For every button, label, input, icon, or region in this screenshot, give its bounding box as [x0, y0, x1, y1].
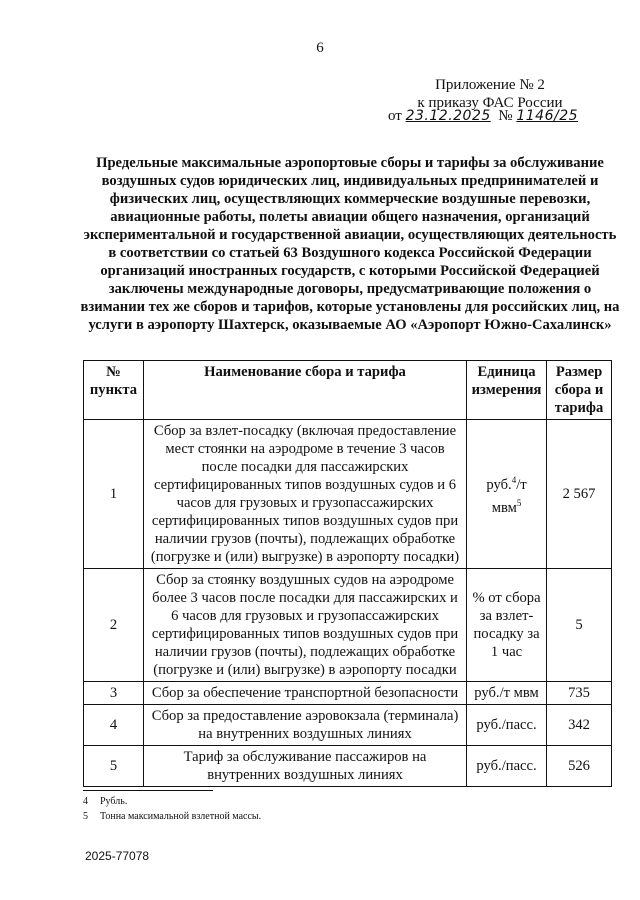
footnote-mark: 5: [83, 811, 88, 822]
number-prefix: №: [498, 108, 513, 124]
table-row: [84, 746, 612, 787]
footnote: [83, 809, 261, 824]
row-name: Сбор за обеспечение транспортной безопасности: [143, 682, 466, 705]
row-value: 2 567: [547, 420, 612, 569]
table-row: [84, 682, 612, 705]
footnotes: [83, 794, 261, 824]
footnote-text: Рубль.: [100, 796, 128, 807]
date-prefix: от: [388, 108, 402, 124]
table-header-row: [84, 361, 612, 420]
row-value: 342: [547, 705, 612, 746]
annex-header: [380, 76, 600, 112]
row-name: Сбор за взлет-посадку (включая предоставление мест стоянки на аэродроме в течение 3 часов после посадки для пассажирских сертифицированных типов воздушных судов и 6 часов для грузовых и грузопассажирских сертифицированных типов воздушных судов при наличии грузов (почты), подлежащих обработке (погрузке и (или) выгрузке) в аэропорту посадки): [143, 420, 466, 569]
header-unit: Единица измерения: [467, 361, 547, 420]
table-row: [84, 420, 612, 569]
annex-title: Приложение № 2: [435, 77, 545, 93]
row-name: Тариф за обслуживание пассажиров на внутренних воздушных линиях: [143, 746, 466, 787]
row-unit: руб./пасс.: [467, 705, 547, 746]
row-num: 5: [84, 746, 144, 787]
row-num: 3: [84, 682, 144, 705]
header-name: Наименование сбора и тарифа: [143, 361, 466, 420]
annex-order: к приказу ФАС России: [417, 95, 563, 111]
order-date: 23.12.2025: [405, 108, 491, 124]
row-name: Сбор за предоставление аэровокзала (терминала) на внутренних воздушных линиях: [143, 705, 466, 746]
row-num: 1: [84, 420, 144, 569]
row-name: Сбор за стоянку воздушных судов на аэродроме более 3 часов после посадки для пассажирских и 6 часов для грузовых и грузопассажирских сертифицированных типов воздушных судов при наличии грузов (почты), подлежащих обработке (погрузке и (или) выгрузке) в аэропорту посадки: [143, 569, 466, 682]
table-row: [84, 705, 612, 746]
row-unit: руб./т мвм: [467, 682, 547, 705]
annex-date-line: [388, 108, 578, 125]
footnote-text: Тонна максимальной взлетной массы.: [100, 811, 262, 822]
row-unit: % от сбора за взлет-посадку за 1 час: [467, 569, 547, 682]
row-unit: руб./пасс.: [467, 746, 547, 787]
row-value: 5: [547, 569, 612, 682]
row-value: 735: [547, 682, 612, 705]
footnote-divider: [83, 790, 213, 791]
row-value: 526: [547, 746, 612, 787]
row-unit: руб.$^4$/т мвм$^5$: [467, 420, 547, 569]
header-num: № пункта: [84, 361, 144, 420]
tariff-table: [83, 360, 612, 787]
footnote-mark: 4: [83, 796, 88, 807]
footnote: [83, 794, 261, 809]
page-number: 6: [316, 40, 324, 56]
row-num: 4: [84, 705, 144, 746]
document-id: 2025-77078: [85, 849, 150, 863]
document-title: Предельные максимальные аэропортовые сборы и тарифы за обслуживание воздушных судов юридических лиц, индивидуальных предпринимателей и физических лиц, осуществляющих коммерческие воздушные перевозки, авиационные работы, полеты авиации общего назначения, организаций экспериментальной и государственной авиации, осуществляющих деятельность в соответствии со статьей 63 Воздушного кодекса Российской Федерации организаций иностранных государств, с которыми Российской Федерацией заключены международные договоры, предусматривающие положения о взимании тех же сборов и тарифов, которые установлены для российских лиц, на услуги в аэропорту Шахтерск, оказываемые АО «Аэропорт Южно-Сахалинск»: [80, 155, 620, 333]
header-value: Размер сбора и тарифа: [547, 361, 612, 420]
table-row: [84, 569, 612, 682]
order-number: 1146/25: [516, 108, 579, 124]
row-num: 2: [84, 569, 144, 682]
